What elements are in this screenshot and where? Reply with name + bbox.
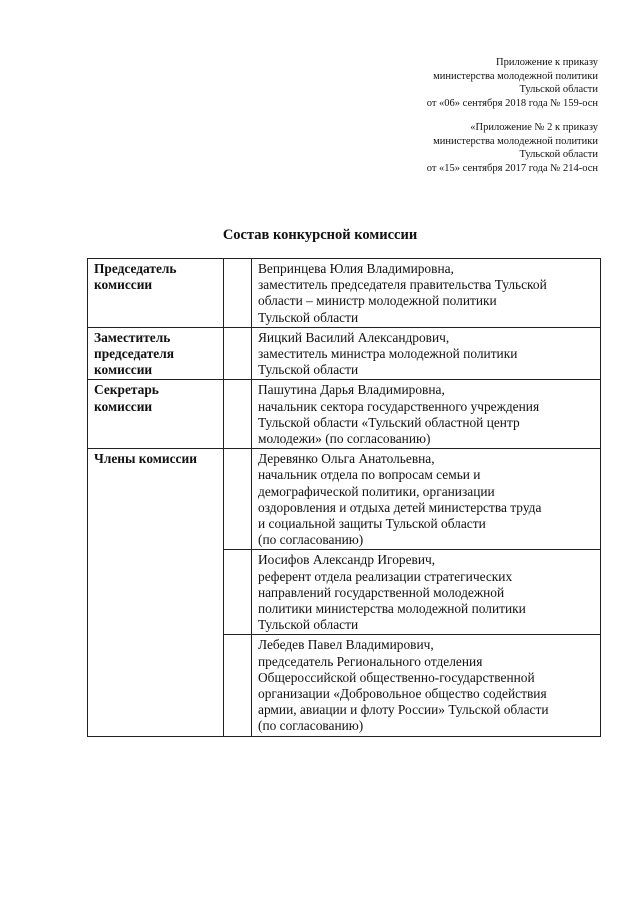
person-line: области – министр молодежной политики <box>258 293 497 309</box>
separator-cell <box>224 449 252 550</box>
person-line: начальник сектора государственного учреждения <box>258 398 540 414</box>
role-label: Секретарь <box>94 382 159 398</box>
person-line: Вепринцева Юлия Владимировна, <box>258 261 454 276</box>
role-cell <box>88 327 224 380</box>
person-line: председатель Регионального отделения <box>258 653 483 669</box>
appendix-current-line: Приложение к приказу <box>496 57 598 68</box>
person-line: Иосифов Александр Игоревич, <box>258 552 436 568</box>
person-line: молодежи» (по согласованию) <box>258 431 431 447</box>
person-line: политики министерства молодежной политики <box>258 601 526 617</box>
person-cell <box>252 635 601 736</box>
role-cell <box>88 380 224 449</box>
role-label: комиссии <box>94 398 153 414</box>
person-cell <box>252 259 601 328</box>
appendix-current-header <box>298 56 598 110</box>
person-line: Тульской области <box>258 362 359 378</box>
appendix-previous-line: министерства молодежной политики <box>433 135 598 147</box>
person-line: заместитель председателя правительства Тульской <box>258 277 547 293</box>
person-line: Тульской области <box>258 309 359 325</box>
appendix-previous-header <box>298 121 598 175</box>
person-line: Яицкий Василий Александрович, <box>258 329 450 345</box>
person-line: Тульской области <box>258 617 359 633</box>
appendix-previous-line: от «15» сентября 2017 года № 214-осн <box>426 162 598 174</box>
person-cell <box>252 327 601 380</box>
role-cell <box>88 259 224 328</box>
role-label: Председатель <box>94 261 177 276</box>
table-row <box>88 449 601 550</box>
committee-table <box>87 258 601 737</box>
table-row <box>88 327 601 380</box>
person-cell <box>252 550 601 635</box>
appendix-current-line: от «06» сентября 2018 года № 159-осн <box>426 97 598 109</box>
person-line: (по согласованию) <box>258 718 364 734</box>
role-cell <box>88 449 224 736</box>
person-line: оздоровления и отдыха детей министерства труда <box>258 499 542 515</box>
person-line: Пашутина Дарья Владимировна, <box>258 382 445 398</box>
separator-cell <box>224 327 252 380</box>
person-cell <box>252 449 601 550</box>
appendix-previous-line: Тульской области <box>519 149 598 161</box>
person-line: Лебедев Павел Владимирович, <box>258 637 434 653</box>
appendix-previous-line: «Приложение № 2 к приказу <box>470 122 598 133</box>
role-label: Члены комиссии <box>94 451 197 467</box>
person-line: начальник отдела по вопросам семьи и <box>258 467 481 483</box>
role-label: Заместитель <box>94 329 171 345</box>
role-label: комиссии <box>94 277 153 293</box>
person-line: Тульской области «Тульский областной центр <box>258 414 520 430</box>
person-line: демографической политики, организации <box>258 483 495 499</box>
separator-cell <box>224 259 252 328</box>
person-cell <box>252 380 601 449</box>
role-label: председателя <box>94 346 174 362</box>
table-row <box>88 380 601 449</box>
appendix-current-line: министерства молодежной политики <box>433 70 598 82</box>
appendix-current-line: Тульской области <box>519 84 598 96</box>
separator-cell <box>224 550 252 635</box>
role-label: комиссии <box>94 362 153 378</box>
person-line: и социальной защиты Тульской области <box>258 516 486 532</box>
person-line: направлений государственной молодежной <box>258 584 505 600</box>
person-line: заместитель министра молодежной политики <box>258 346 518 362</box>
person-line: Общероссийской общественно-государственной <box>258 669 535 685</box>
person-line: референт отдела реализации стратегических <box>258 568 513 584</box>
person-line: (по согласованию) <box>258 532 364 548</box>
separator-cell <box>224 380 252 449</box>
separator-cell <box>224 635 252 736</box>
person-line: армии, авиации и флоту России» Тульской области <box>258 702 549 718</box>
person-line: организации «Добровольное общество содействия <box>258 686 547 702</box>
table-row <box>88 259 601 328</box>
person-line: Деревянко Ольга Анатольевна, <box>258 451 435 467</box>
document-title: Состав конкурсной комиссии <box>222 227 418 243</box>
